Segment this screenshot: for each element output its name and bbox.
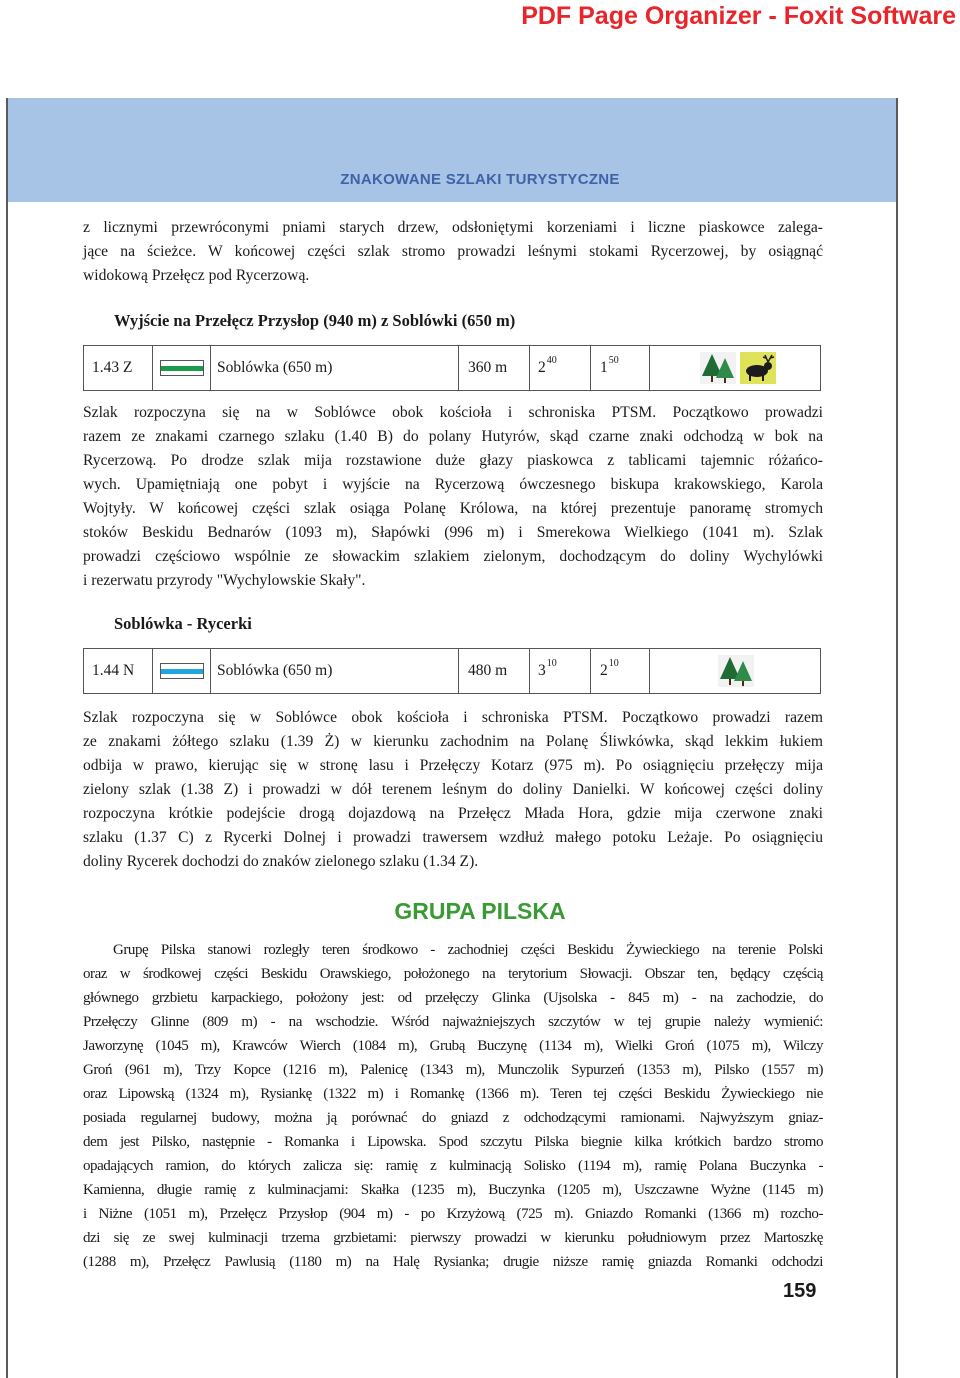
text-line: szlaku (1.37 C) z Rycerki Dolnej i prowadzi trawersem wzdłuż małego potoku Leżaje. Po osiągnięciu [83, 829, 823, 846]
text-line: i Niżne (1051 m), Przełęcz Przysłop (904 m) - po Krzyżową (725 m). Gniazdo Romanki (1366 m) rozcho- [83, 1206, 823, 1222]
section-body [83, 938, 823, 1274]
forest-icon [700, 352, 736, 384]
text-line: Szlak rozpoczyna się w Soblówce obok kościoła i schroniska PTSM. Początkowo prowadzi razem [83, 709, 823, 726]
running-header: ZNAKOWANE SZLAKI TURYSTYCZNE [340, 171, 620, 188]
wildlife-icon [740, 352, 776, 384]
trail-time-down: 1 50 [600, 354, 619, 376]
trail-code: 1.43 Z [92, 359, 133, 376]
text-line: Grupę Pilska stanowi rozległy teren środkowo - zachodniej części Beskidu Żywieckiego na terenie Polski [113, 942, 823, 958]
trail-code: 1.44 N [92, 662, 135, 679]
text-line: dem jest Pilsko, następnie - Romanka i Lipowska. Spod szczytu Pilska biegnie kilka krótkich bardzo stromo [83, 1134, 823, 1150]
text-line: Szlak rozpoczyna się na w Soblówce obok kościoła i schroniska PTSM. Początkowo prowadzi [83, 404, 823, 421]
text-line: (1288 m), Przełęcz Pawlusią (1180 m) na Halę Rysianka; drugie niższe ramię gniazda Romanki odchodzi [83, 1254, 823, 1270]
route-heading: Soblówka - Rycerki [114, 614, 252, 633]
text-line: ze znakami żółtego szlaku (1.39 Ż) w kierunku zachodnim na Polanę Śliwkówka, skąd lekkim łukiem [83, 733, 823, 750]
text-line: opadających ramion, do których zalicza się: ramię z kulminacją Solisko (1194 m), ramię Polana Buczynka - [83, 1158, 823, 1174]
route-description [83, 706, 823, 874]
text-line: głównego grzbietu karpackiego, położony jest: od przełęczy Glinka (Ujsolska - 845 m) - na zachodzie, do [83, 990, 823, 1006]
text-line: odbija w prawo, kierując się w stronę lasu i Przełęczy Kotarz (975 m). Po osiągnięciu przełęczy mija [83, 757, 823, 774]
text-line: i rezerwatu przyrody "Wychylowskie Skały". [83, 572, 366, 589]
text-line: widokową Przełęcz pod Rycerzową. [83, 267, 310, 284]
text-line: prowadzi częściowo wspólnie ze słowackim szlakiem zielonym, dochodzącym do doliny Wychylówki [83, 548, 823, 565]
trail-color-marker [160, 360, 204, 376]
text-line: wych. Upamiętniają one pobyt i wyjście na Rycerzową ówczesnego biskupa krakowskiego, Karola [83, 476, 823, 493]
trail-time-up: 3 10 [538, 657, 557, 679]
route-description [83, 401, 823, 593]
text-line: stoków Beskidu Bednarów (1093 m), Słapówki (996 m) i Smerekowa Wielkiego (1041 m). Szlak [83, 524, 823, 541]
page-number: 159 [783, 1280, 817, 1302]
route-heading: Wyjście na Przełęcz Przysłop (940 m) z Soblówki (650 m) [114, 311, 516, 330]
trail-elevation: 480 m [468, 662, 508, 679]
section-title: GRUPA PILSKA [394, 898, 566, 924]
text-line: razem ze znakami czarnego szlaku (1.40 B) do polany Hutyrów, skąd czarne znaki odchodzą w bok na [83, 428, 823, 445]
text-line: Przełęczy Glinne (809 m) - na wschodzie. Wśród najważniejszych szczytów w tej grupie należy wymienić: [83, 1014, 823, 1030]
trail-color-marker [160, 663, 204, 679]
text-line: zielony szlak (1.38 Z) i prowadzi w dół terenem leśnym do doliny Danielki. W końcowej części doliny [83, 781, 823, 798]
text-line: doliny Rycerek dochodzi do znaków zielonego szlaku (1.34 Z). [83, 853, 479, 870]
app-title-watermark: PDF Page Organizer - Foxit Software [521, 2, 956, 30]
text-line: rozpoczyna krótkie podejście drogą dojazdową na Przełęcz Młada Hora, gdzie mija czerwone znaki [83, 805, 823, 822]
text-line: dzi się ze swej kulminacji trzema grzbietami: pierwszy prowadzi w kierunku południowym przez Martoszkę [83, 1230, 823, 1246]
text-line: oraz w środkowej części Beskidu Orawskiego, położonego na terytorium Słowacji. Obszar ten, będący częścią [83, 966, 823, 982]
trail-time-down: 2 10 [600, 657, 619, 679]
text-line: Kamienna, długie ramię z kulminacjami: Skałka (1235 m), Buczynka (1205 m), Uszczawne Wyżne (1145 m) [83, 1182, 823, 1198]
paragraph-top [83, 216, 823, 288]
trail-start: Soblówka (650 m) [217, 662, 333, 679]
trail-elevation: 360 m [468, 359, 508, 376]
text-line: Wojtyły. W końcowej części szlak osiąga Polanę Królowa, na której prezentuje panoramę stromych [83, 500, 823, 517]
trail-start: Soblówka (650 m) [217, 359, 333, 376]
text-line: Groń (961 m), Trzy Kopce (1216 m), Palenicę (1343 m), Munczolik Sypurzeń (1353 m), Pilsko (1557 m) [83, 1062, 823, 1078]
trail-time-up: 2 40 [538, 354, 557, 376]
text-line: jące na ścieżce. W końcowej części szlak stromo prowadzi leśnymi stokami Rycerzowej, by osiągnąć [83, 243, 823, 260]
text-line: oraz Lipowską (1324 m), Rysiankę (1322 m) i Romankę (1366 m). Teren tej części Beskidu Żywieckiego nie [83, 1086, 823, 1102]
text-line: Jaworzynę (1045 m), Krawców Wierch (1084 m), Grubą Buczynę (1134 m), Wielki Groń (1075 m), Wilczy [83, 1038, 823, 1054]
trail-table-row [83, 648, 821, 694]
forest-icon [718, 655, 754, 687]
text-line: posiada regularnej budowy, można ją porównać do gniazd z odchodzącymi ramionami. Najwyższym gniaz- [83, 1110, 823, 1126]
text-line: Rycerzową. Po drodze szlak mija rozstawione duże głazy piaskowca z tablicami tajemnic różańco- [83, 452, 823, 469]
trail-table-row [83, 345, 821, 391]
text-line: z licznymi przewróconymi pniami starych drzew, odsłoniętymi korzeniami i liczne piaskowce zalega- [83, 219, 823, 236]
